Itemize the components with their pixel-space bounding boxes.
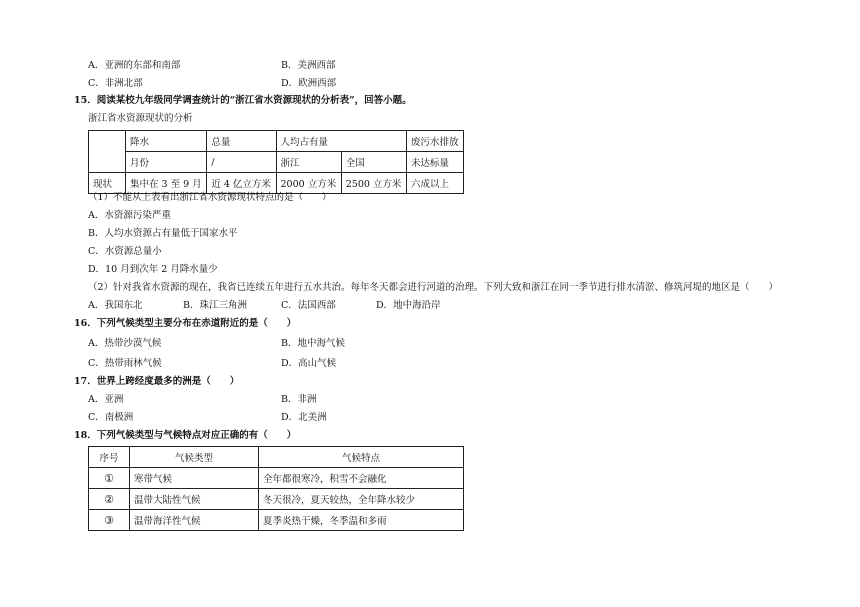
- climate-header-type: 气候类型: [130, 447, 259, 468]
- row-label-status: 现状: [89, 173, 126, 194]
- option-b: B．美洲西部: [281, 60, 336, 71]
- table-row: [89, 489, 464, 510]
- q17-option-b: B．非洲: [281, 394, 317, 405]
- climate-row-no: ②: [89, 489, 130, 510]
- cell-zhejiang: 2000 立方米: [276, 173, 341, 194]
- climate-row-type: 温带大陆性气候: [130, 489, 259, 510]
- q15-sub2-option-b: B．珠江三角洲: [183, 300, 247, 311]
- q15-sub1-stem: （1）不能从上表看出浙江省水资源现状特点的是（ ）: [88, 192, 332, 203]
- subheader-slash: /: [207, 152, 276, 173]
- subheader-national: 全国: [341, 152, 406, 173]
- q15-sub2-option-d: D．地中海沿岸: [376, 300, 441, 311]
- cell-wastewater: 六成以上: [406, 173, 463, 194]
- header-total: 总量: [207, 131, 276, 152]
- q15-sub1-option-c: C．水资源总量小: [88, 246, 162, 257]
- q16-option-d: D．高山气候: [281, 358, 337, 369]
- climate-header-no: 序号: [89, 447, 130, 468]
- subheader-month: 月份: [126, 152, 207, 173]
- q15-sub1-option-a: A．水资源污染严重: [88, 210, 171, 221]
- q16-option-c: C．热带雨林气候: [88, 358, 162, 369]
- q15-sub2-option-a: A．我国东北: [88, 300, 143, 311]
- q16-option-b: B．地中海气候: [281, 338, 345, 349]
- q16-option-a: A．热带沙漠气候: [88, 338, 162, 349]
- q15-sub2-option-c: C．法国西部: [281, 300, 336, 311]
- q17-stem: 17．世界上跨经度最多的洲是（ ）: [74, 376, 240, 387]
- q15-sub1-option-b: B．人均水资源占有量低于国家水平: [88, 228, 238, 239]
- subheader-substandard: 未达标量: [406, 152, 463, 173]
- climate-row-feature: 冬天很冷，夏天较热，全年降水较少: [259, 489, 464, 510]
- option-d: D．欧洲西部: [281, 78, 337, 89]
- header-per-capita: 人均占有量: [276, 131, 406, 152]
- climate-row-no: ③: [89, 510, 130, 531]
- climate-row-feature: 全年都很寒冷，积雪不会融化: [259, 468, 464, 489]
- cell-total: 近 4 亿立方米: [207, 173, 276, 194]
- header-wastewater: 废污水排放: [406, 131, 463, 152]
- q15-table-title: 浙江省水资源现状的分析: [88, 113, 193, 124]
- cell-national: 2500 立方米: [341, 173, 406, 194]
- climate-header-feature: 气候特点: [259, 447, 464, 468]
- climate-row-type: 寒带气候: [130, 468, 259, 489]
- q17-option-d: D．北美洲: [281, 412, 327, 423]
- q16-stem: 16．下列气候类型主要分布在赤道附近的是（ ）: [74, 318, 297, 329]
- cell-month: 集中在 3 至 9 月: [126, 173, 207, 194]
- water-resource-table: [88, 130, 464, 194]
- q17-option-c: C．南极洲: [88, 412, 134, 423]
- q17-option-a: A．亚洲: [88, 394, 124, 405]
- climate-row-type: 温带海洋性气候: [130, 510, 259, 531]
- q15-sub2-stem: （2）针对我省水资源的现在，我省已连续五年进行五水共治。每年冬天都会进行河道的治理。下列大致和浙江在同一季节进行排水清淤、修筑河堤的地区是（ ）: [88, 282, 779, 293]
- option-c: C．非洲北部: [88, 78, 143, 89]
- q15-stem: 15．阅读某校九年级同学调查统计的“浙江省水资源现状的分析表”，回答小题。: [74, 95, 412, 106]
- q15-sub1-option-d: D．10 月到次年 2 月降水量少: [88, 264, 218, 275]
- subheader-zhejiang: 浙江: [276, 152, 341, 173]
- table-corner-cell: [89, 131, 126, 173]
- table-row: [89, 468, 464, 489]
- climate-row-feature: 夏季炎热干燥，冬季温和多雨: [259, 510, 464, 531]
- option-a: A．亚洲的东部和南部: [88, 60, 181, 71]
- climate-row-no: ①: [89, 468, 130, 489]
- table-row: [89, 510, 464, 531]
- q18-stem: 18．下列气候类型与气候特点对应正确的有（ ）: [74, 430, 297, 441]
- climate-table: [88, 446, 464, 531]
- header-precipitation: 降水: [126, 131, 207, 152]
